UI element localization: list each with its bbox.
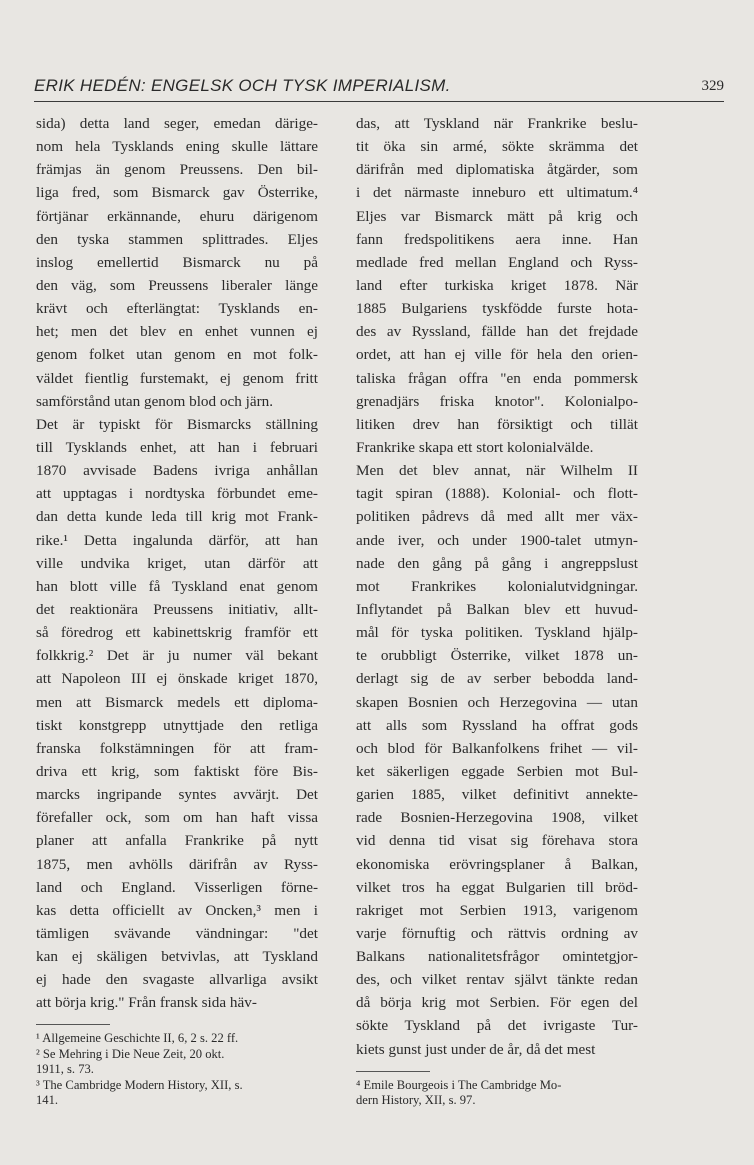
text-line: land och England. Visserligen förne- — [36, 878, 318, 896]
text-line: dan detta kunde leda till krig mot Frank- — [36, 508, 318, 526]
text-line: nade den gång på gång i angreppslust — [356, 554, 638, 572]
text-line: Det är typiskt för Bismarcks ställning — [36, 415, 318, 433]
text-line: främjas än genom Preussens. Den bil- — [36, 161, 318, 179]
text-line: ville undvika kriget, utan därför att — [36, 554, 318, 572]
right-footnote-rule — [356, 1071, 430, 1072]
text-line: tiskt konstgrepp utnyttjade den retliga — [36, 716, 318, 734]
text-line: derlagt sig de av serber bebodda land- — [356, 670, 638, 688]
text-line: ket säkerligen eggade Serbien mot Bul- — [356, 762, 638, 780]
right-body-text — [356, 112, 638, 1061]
left-body-text — [36, 112, 318, 1014]
text-line: tagit spiran (1888). Kolonial- och flott- — [356, 485, 638, 503]
left-footnote-rule — [36, 1024, 110, 1025]
text-line: franska folkstämningen för att fram- — [36, 739, 318, 757]
footnote: 141. — [36, 1093, 59, 1108]
text-line: politiken pådrevs då med allt mer väx- — [356, 508, 638, 526]
text-line: Inflytandet på Balkan blev ett huvud- — [356, 600, 638, 618]
text-line: krävt och efterlängtat: Tysklands en- — [36, 300, 318, 318]
text-line: förtjänar erkännande, ehuru därigenom — [36, 207, 318, 225]
text-line: nom hela Tysklands ening skulle lättare — [36, 138, 318, 156]
right-column — [356, 112, 638, 1109]
text-line: att alls som Ryssland ha offrat gods — [356, 716, 638, 734]
text-line: att börja krig." Från fransk sida häv- — [36, 994, 257, 1012]
text-line: medlade fred mellan England och Ryss- — [356, 253, 638, 271]
text-line: kiets gunst just under de år, då det mest — [356, 1040, 596, 1058]
text-line: samförstånd utan genom blod och järn. — [36, 392, 274, 410]
text-line: han blott ville få Tyskland enat genom — [36, 577, 318, 595]
text-line: men att Bismarck medels ett diploma- — [36, 693, 318, 711]
footnote: ² Se Mehring i Die Neue Zeit, 20 okt. — [36, 1046, 225, 1061]
text-line: folkkrig.² Det är ju numer väl bekant — [36, 647, 318, 665]
text-line: sida) detta land seger, emedan därige- — [36, 115, 318, 132]
text-line: det reaktionära Preussens initiativ, allt- — [36, 600, 318, 618]
right-footnotes — [356, 1078, 638, 1109]
text-line: därifrån med diplomatiska åtgärder, som — [356, 161, 638, 179]
text-line: marcks ingripande syntes avvärjt. Det — [36, 786, 318, 804]
text-line: genom folket utan genom en mot folk- — [36, 346, 318, 364]
text-line: 1870 avvisade Badens ivriga anhållan — [36, 462, 318, 480]
text-line: planer att anfalla Frankrike på nytt — [36, 832, 318, 850]
text-line: litiken drev han försiktigt och tillät — [356, 415, 638, 433]
left-footnotes — [36, 1031, 318, 1109]
text-line: ande iver, och under 1900-talet utmyn- — [356, 531, 638, 549]
text-line: Balkans nationalitetsfrågor omintetgjor- — [356, 948, 638, 966]
text-line: tit öka sin armé, sökte skrämma det — [356, 138, 638, 156]
running-head — [34, 72, 724, 102]
text-line: das, att Tyskland när Frankrike beslu- — [356, 115, 638, 132]
text-line: des av Ryssland, fällde han det frejdade — [356, 323, 638, 341]
text-line: liga fred, som Bismarck gav Österrike, — [36, 184, 318, 202]
text-line: Eljes var Bismarck mätt på krig och — [356, 207, 638, 225]
text-line: het; men det blev en enhet vunnen ej — [36, 323, 318, 341]
text-line: Frankrike skapa ett stort kolonialvälde. — [356, 438, 594, 456]
running-title: ERIK HEDÉN: ENGELSK OCH TYSK IMPERIALISM. — [34, 76, 451, 95]
text-line: grenadjärs friska knotor". Kolonialpo- — [356, 392, 638, 410]
footnote: ⁴ Emile Bourgeois i The Cambridge Mo- — [356, 1077, 562, 1092]
text-line: sökte Tyskland på det ivrigaste Tur- — [356, 1017, 638, 1035]
text-line: Men det blev annat, när Wilhelm II — [356, 462, 638, 480]
text-line: taliska frågan offra "en enda pommersk — [356, 369, 638, 387]
footnote: ¹ Allgemeine Geschichte II, 6, 2 s. 22 ff. — [36, 1031, 239, 1046]
text-line: förefaller ock, som om han haft vissa — [36, 809, 318, 827]
text-line: vid denna tid visat sig förehava stora — [356, 832, 638, 850]
page-number: 329 — [701, 78, 724, 94]
text-line: driva ett krig, som faktiskt före Bis- — [36, 762, 318, 780]
text-line: så föredrog ett kabinettskrig framför ett — [36, 624, 318, 642]
text-line: ej hade den svagaste allvarliga avsikt — [36, 971, 318, 989]
text-line: att upptagas i nordtyska förbundet eme- — [36, 485, 318, 503]
text-line: rike.¹ Detta ingalunda därför, att han — [36, 531, 318, 549]
text-line: i det närmaste inneburo ett ultimatum.⁴ — [356, 184, 638, 202]
text-line: vilket tros ha eggat Bulgarien till bröd- — [356, 878, 638, 896]
left-column — [36, 112, 318, 1109]
text-line: land efter turkiska kriget 1878. När — [356, 276, 638, 294]
text-line: då börja krig mot Serbien. För egen del — [356, 994, 638, 1012]
text-line: 1875, men avhölls därifrån av Ryss- — [36, 855, 318, 873]
text-line: fann fredspolitikens aera inne. Han — [356, 230, 638, 248]
text-line: kan ej skäligen betvivlas, att Tyskland — [36, 948, 318, 966]
text-line: till Tysklands enhet, att han i februari — [36, 438, 318, 456]
text-line: den väg, som Preussens liberaler länge — [36, 276, 318, 294]
text-line: väldet fientlig furstemakt, ej genom fritt — [36, 369, 318, 387]
text-line: skapen Bosnien och Herzegovina — utan — [356, 693, 638, 711]
text-line: och blod för Balkanfolkens frihet — vil- — [356, 739, 638, 757]
header-rule — [34, 101, 724, 102]
text-line: rade Bosnien-Herzegovina 1908, vilket — [356, 809, 638, 827]
text-line: tämligen svävande vändningar: "det — [36, 924, 318, 942]
footnote: 1911, s. 73. — [36, 1062, 94, 1077]
text-line: 1885 Bulgariens tyskfödde furste hota- — [356, 300, 638, 318]
text-line: ordet, att han ej ville för hela den orien- — [356, 346, 638, 364]
text-line: mål för tyska politiken. Tyskland hjälp- — [356, 624, 638, 642]
text-line: varje förnuftig och rättvis ordning av — [356, 924, 638, 942]
text-line: att Napoleon III ej önskade kriget 1870, — [36, 670, 318, 688]
text-line: des, och vilket rentav självt tänkte redan — [356, 971, 638, 989]
text-line: kas detta officiellt av Oncken,³ men i — [36, 901, 318, 919]
text-line: mot Frankrikes kolonialutvidgningar. — [356, 577, 638, 595]
text-line: inslog emellertid Bismarck nu på — [36, 253, 318, 271]
text-line: den tyska stammen splittrades. Eljes — [36, 230, 318, 248]
footnote: ³ The Cambridge Modern History, XII, s. — [36, 1077, 243, 1092]
text-line: te orubbligt Österrike, vilket 1878 un- — [356, 647, 638, 665]
text-line: rakriget mot Serbien 1913, varigenom — [356, 901, 638, 919]
footnote: dern History, XII, s. 97. — [356, 1093, 476, 1108]
text-line: ekonomiska erövringsplaner å Balkan, — [356, 855, 638, 873]
text-line: garien 1885, vilket definitivt annekte- — [356, 786, 638, 804]
